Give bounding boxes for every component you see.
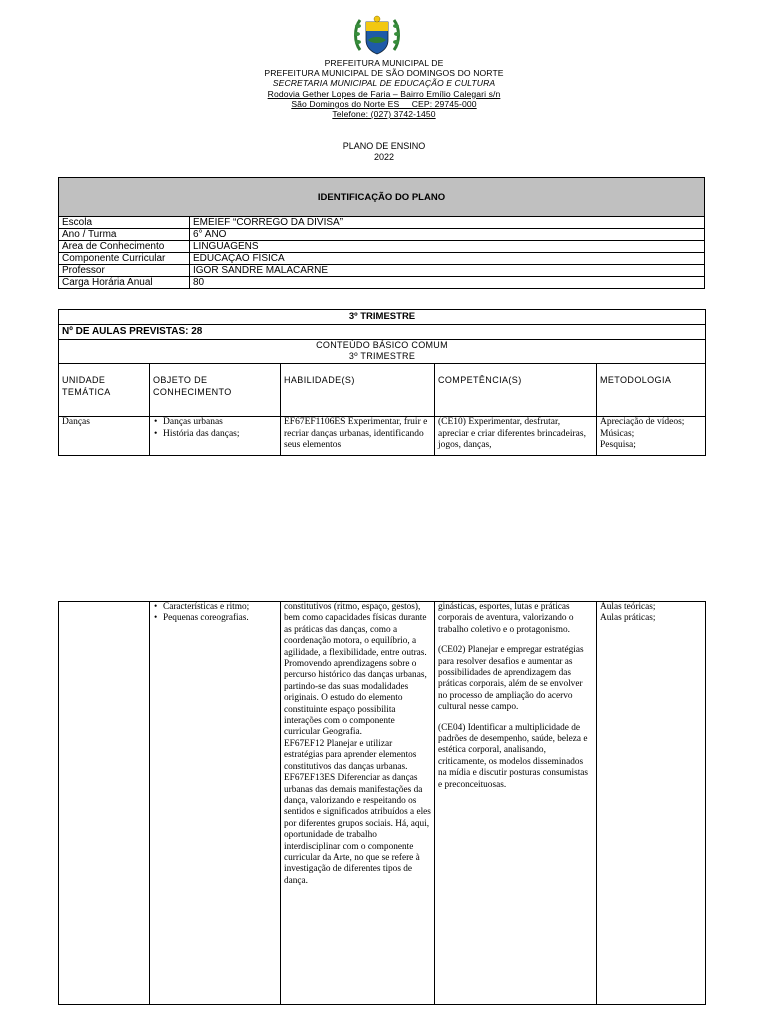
table-row bbox=[59, 602, 706, 1005]
list-item: Pesquisa; bbox=[600, 440, 636, 450]
field-label: Área de Conhecimento bbox=[59, 241, 190, 253]
competencia-paragraph: (CE02) Planejar e empregar estratégias para resolver desafios e aumentar as possibilidades de aprendizagem das práticas corporais, além de se envolver no processo de ampliação do acervo cultural nesse campo. bbox=[438, 645, 584, 713]
competencia-cell: (CE10) Experimentar, desfrutar, apreciar e criar diferentes brincadeiras, jogos, danças, bbox=[435, 417, 597, 456]
plan-heading bbox=[0, 141, 768, 163]
letterhead-city-cep: São Domingos do Norte ES CEP: 29745-000 bbox=[291, 98, 477, 109]
list-item: • Danças urbanas bbox=[163, 417, 277, 429]
field-label: Escola bbox=[59, 217, 190, 229]
list-item: • Características e ritmo; bbox=[163, 602, 277, 613]
column-header: METODOLOGIA bbox=[597, 364, 706, 417]
letterhead-secretaria: SECRETARIA MUNICIPAL DE EDUCAÇÃO E CULTURA bbox=[272, 78, 496, 89]
list-item: • História das danças; bbox=[163, 429, 277, 441]
plan-title: PLANO DE ENSINO bbox=[342, 141, 426, 151]
column-headers bbox=[59, 364, 706, 417]
field-value: EDUCAÇÃO FÍSICA bbox=[190, 253, 705, 265]
trimester-table bbox=[58, 309, 706, 456]
field-label: Ano / Turma bbox=[59, 229, 190, 241]
field-label: Carga Horária Anual bbox=[59, 277, 190, 289]
column-header: HABILIDADE(S) bbox=[281, 364, 435, 417]
field-value: LINGUAGENS bbox=[190, 241, 705, 253]
column-header: OBJETO DE CONHECIMENTO bbox=[150, 364, 281, 417]
table-row bbox=[59, 253, 705, 265]
list-item: Apreciação de vídeos; bbox=[600, 417, 685, 427]
letterhead-phone: Telefone: (027) 3742-1450 bbox=[332, 109, 436, 120]
continuation-table bbox=[58, 601, 706, 1005]
letterhead-address: Rodovia Gether Lopes de Faria – Bairro Emílio Calegari s/n bbox=[267, 88, 501, 99]
letterhead bbox=[0, 58, 768, 119]
list-item: Aulas práticas; bbox=[600, 613, 656, 624]
metodologia-cell bbox=[597, 417, 706, 456]
table-row bbox=[59, 265, 705, 277]
habilidade-cell: constitutivos (ritmo, espaço, gestos), bem como capacidades físicas durante as práticas das danças, como a coordenação motora, o equilíbrio, a agilidade, a flexibilidade, entre outras. Promovendo aprendizagens sobre o percurso histórico das danças urbanas, partindo-se das suas modalidades originais. O estudo do elemento constituinte espaço possibilita interações com o componente curricular Geografia. EF67EF12 Planejar e utilizar estratégias para aprender elementos constitutivos das danças urbanas. EF67EF13ES Diferenciar as danças urbanas das demais manifestações da dança, valorizando e respeitando os sentidos e significados atribuídos a eles por diferentes grupos sociais. Há, aqui, oportunidade de trabalho interdisciplinar com o componente curricular da Arte, no que se refere à investigação de diferentes tipos de dança. bbox=[281, 602, 435, 1005]
letterhead-line-2: PREFEITURA MUNICIPAL DE SÃO DOMINGOS DO NORTE bbox=[264, 68, 504, 79]
field-label: Componente Curricular bbox=[59, 253, 190, 265]
table-row bbox=[59, 417, 706, 456]
trimester-title: 3º TRIMESTRE bbox=[59, 310, 706, 325]
list-item: Músicas; bbox=[600, 428, 635, 439]
column-header: COMPETÊNCIA(S) bbox=[435, 364, 597, 417]
common-content-heading bbox=[59, 340, 706, 364]
list-item: • Pequenas coreografias. bbox=[163, 613, 277, 624]
letterhead-line-1: PREFEITURA MUNICIPAL DE bbox=[324, 58, 444, 68]
table-row bbox=[59, 229, 705, 241]
planned-classes: Nº DE AULAS PREVISTAS: 28 bbox=[59, 325, 706, 340]
field-value: 6° ANO bbox=[190, 229, 705, 241]
table-row bbox=[59, 241, 705, 253]
field-value: EMEIEF “CORREGO DA DIVISA” bbox=[190, 217, 705, 229]
unidade-cell bbox=[59, 602, 150, 1005]
common-content-title: CONTEÚDO BÁSICO COMUM bbox=[316, 340, 448, 350]
municipal-seal-logo bbox=[352, 14, 402, 58]
field-value: IGOR SANDRE MALACARNE bbox=[190, 265, 705, 277]
common-content-trimester: 3º TRIMESTRE bbox=[348, 350, 416, 361]
competencia-cell bbox=[435, 602, 597, 1005]
habilidade-cell: EF67EF1106ES Experimentar, fruir e recriar danças urbanas, identificando seus elementos bbox=[281, 417, 435, 456]
column-header: UNIDADE TEMÁTICA bbox=[59, 364, 150, 417]
list-item: Aulas teóricas; bbox=[600, 602, 656, 612]
table-row bbox=[59, 277, 705, 289]
identification-table bbox=[58, 177, 705, 289]
unidade-cell: Danças bbox=[59, 417, 150, 456]
plan-year: 2022 bbox=[373, 152, 395, 162]
identification-title: IDENTIFICAÇÃO DO PLANO bbox=[59, 178, 705, 217]
table-row bbox=[59, 217, 705, 229]
objeto-cell bbox=[150, 602, 281, 1005]
competencia-paragraph: (CE04) Identificar a multiplicidade de padrões de desempenho, saúde, beleza e estética corporal, analisando, criticamente, os modelos disseminados na mídia e discutir posturas consumistas e preconceituosas. bbox=[438, 722, 589, 790]
competencia-paragraph: ginásticas, esportes, lutas e práticas corporais de aventura, valorizando o trabalho coletivo e o protagonismo. bbox=[438, 602, 574, 635]
field-label: Professor bbox=[59, 265, 190, 277]
metodologia-cell bbox=[597, 602, 706, 1005]
objeto-cell bbox=[150, 417, 281, 456]
field-value: 80 bbox=[190, 277, 705, 289]
